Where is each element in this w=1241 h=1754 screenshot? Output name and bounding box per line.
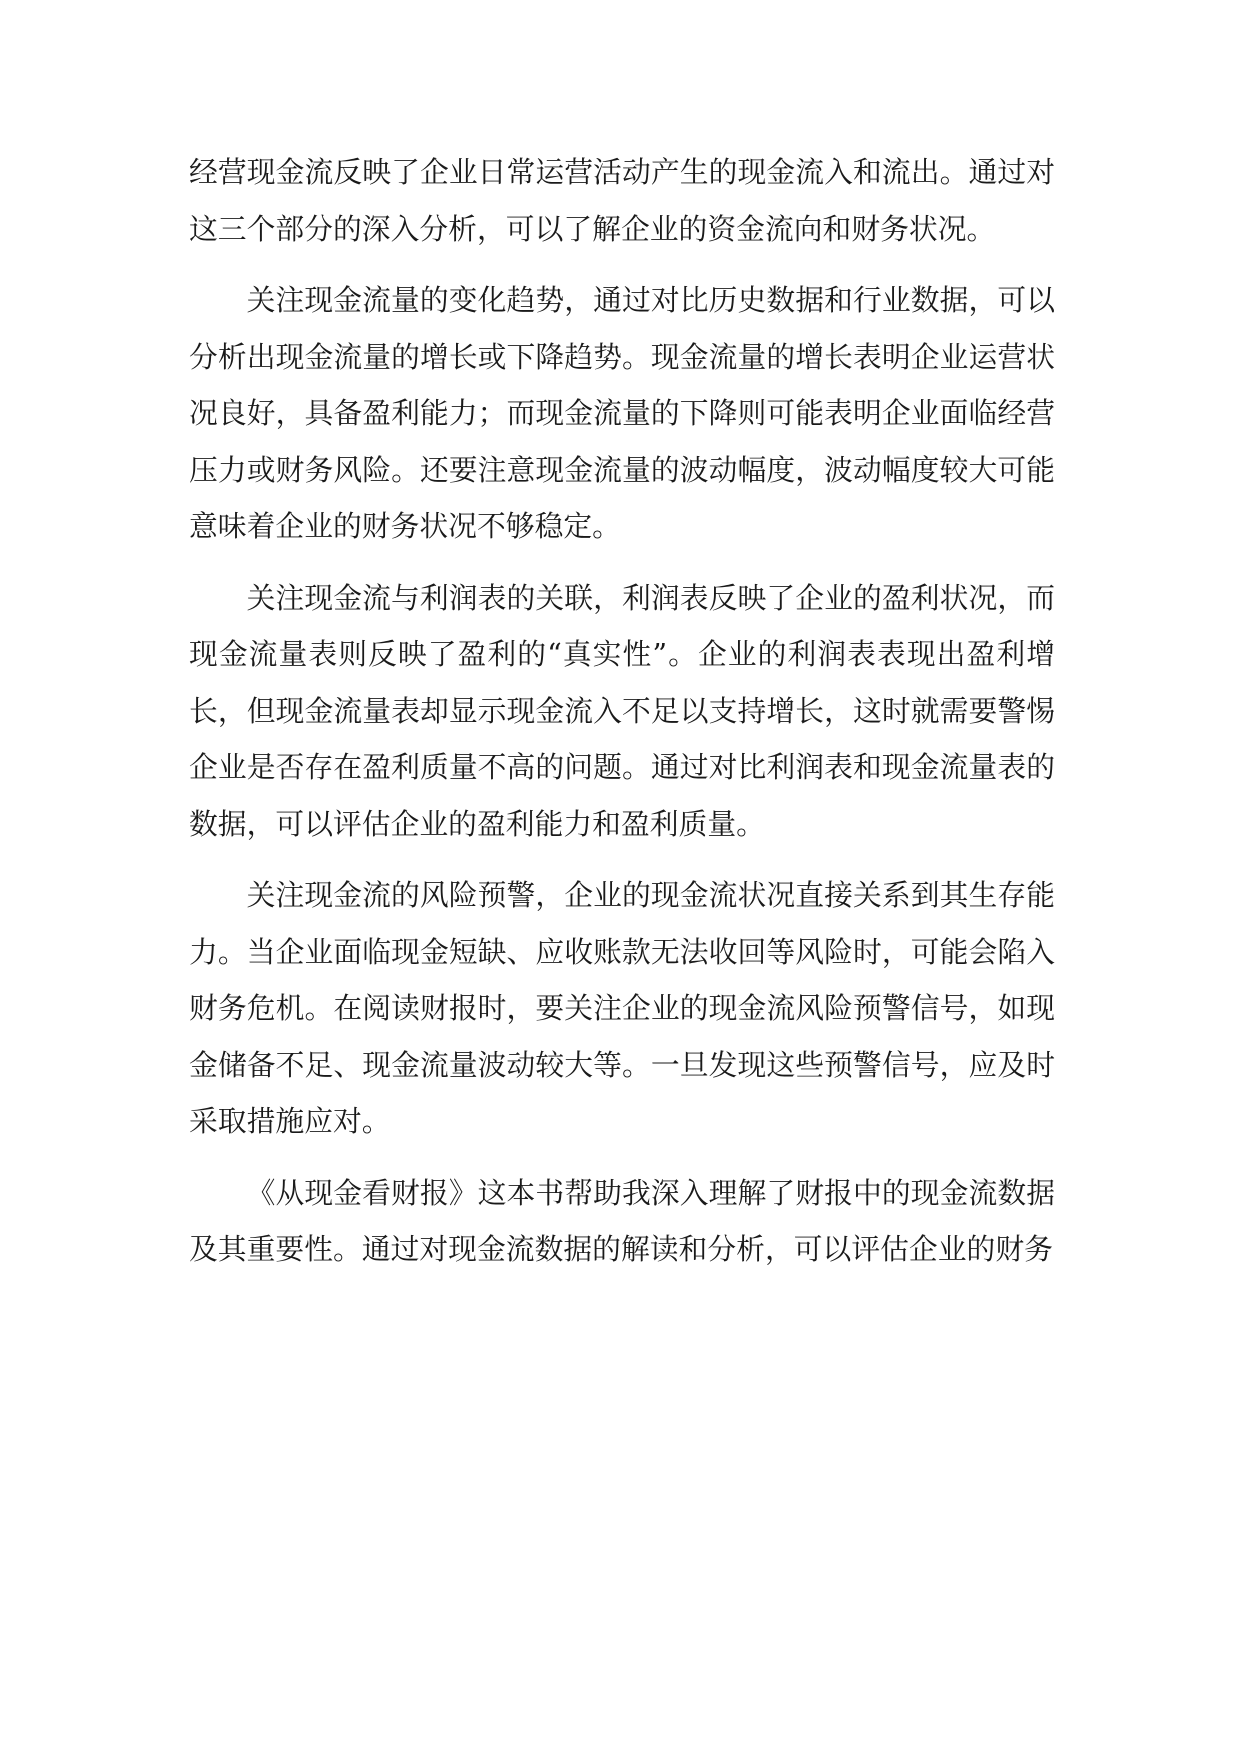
paragraph-income-statement-link: 关注现金流与利润表的关联，利润表反映了企业的盈利状况，而现金流量表则反映了盈利的“真实性”。企业的利润表表现出盈利增长，但现金流量表却显示现金流入不足以支持增长，这时就需要警惕企业是否存在盈利质量不高的问题。通过对比利润表和现金流量表的数据，可以评估企业的盈利能力和盈利质量。 — [189, 580, 1055, 841]
paragraph-risk-warning: 关注现金流的风险预警，企业的现金流状况直接关系到其生存能力。当企业面临现金短缺、应收账款无法收回等风险时，可能会陷入财务危机。在阅读财报时，要关注企业的现金流风险预警信号，如现金储备不足、现金流量波动较大等。一旦发现这些预警信号，应及时采取措施应对。 — [189, 878, 1055, 1138]
paragraph-book-summary: 《从现金看财报》这本书帮助我深入理解了财报中的现金流数据及其重要性。通过对现金流数据的解读和分析，可以评估企业的财务 — [189, 1175, 1055, 1266]
paragraph-operating-cash-flow: 经营现金流反映了企业日常运营活动产生的现金流入和流出。通过对这三个部分的深入分析，可以了解企业的资金流向和财务状况。 — [189, 155, 1055, 246]
paragraph-cash-flow-trend: 关注现金流量的变化趋势，通过对比历史数据和行业数据，可以分析出现金流量的增长或下降趋势。现金流量的增长表明企业运营状况良好，具备盈利能力；而现金流量的下降则可能表明企业面临经营压力或财务风险。还要注意现金流量的波动幅度，波动幅度较大可能意味着企业的财务状况不够稳定。 — [189, 283, 1055, 543]
document-body — [189, 144, 1055, 1293]
